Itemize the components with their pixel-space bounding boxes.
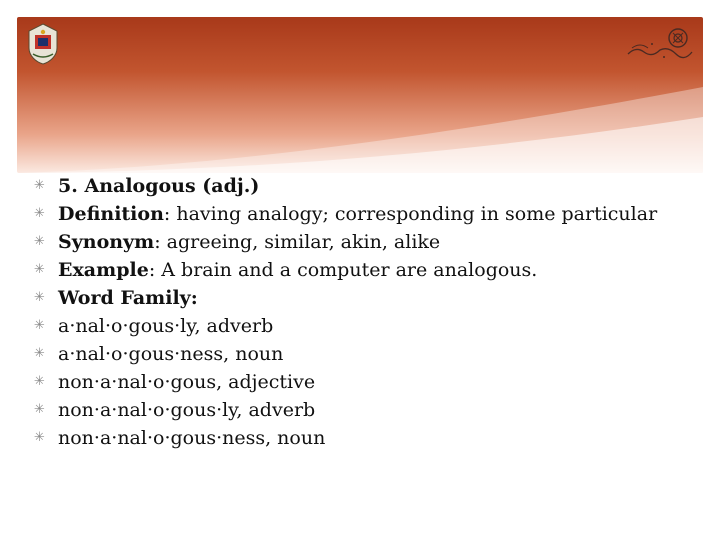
item-text: non·a·nal·o·gous, adjective xyxy=(58,371,316,393)
asterisk-icon: ✳ xyxy=(34,206,45,221)
asterisk-icon: ✳ xyxy=(34,374,45,389)
bullet-item xyxy=(34,340,688,368)
item-text: a·nal·o·gous·ly, adverb xyxy=(58,315,274,337)
calligraphy-logo-icon xyxy=(626,24,696,64)
item-text: non·a·nal·o·gous·ness, noun xyxy=(58,427,326,449)
item-text: : agreeing, similar, akin, alike xyxy=(154,231,441,253)
bullet-item xyxy=(34,396,688,424)
item-text: non·a·nal·o·gous·ly, adverb xyxy=(58,399,316,421)
bullet-item xyxy=(34,172,688,200)
bullet-item xyxy=(34,424,688,452)
item-text: : A brain and a computer are analogous. xyxy=(148,259,538,281)
bullet-item xyxy=(34,312,688,340)
header-banner xyxy=(17,17,703,173)
item-heading: Word Family: xyxy=(58,287,198,309)
slide-content-list xyxy=(34,172,688,452)
bullet-item xyxy=(34,284,688,312)
bullet-item xyxy=(34,256,688,284)
asterisk-icon: ✳ xyxy=(34,290,45,305)
asterisk-icon: ✳ xyxy=(34,430,45,445)
bullet-item xyxy=(34,368,688,396)
asterisk-icon: ✳ xyxy=(34,402,45,417)
bullet-item xyxy=(34,228,688,256)
asterisk-icon: ✳ xyxy=(34,234,45,249)
item-heading: 5. Analogous (adj.) xyxy=(58,175,260,197)
asterisk-icon: ✳ xyxy=(34,178,45,193)
item-text: : having analogy; corresponding in some particular xyxy=(163,203,658,225)
item-text: a·nal·o·gous·ness, noun xyxy=(58,343,284,365)
item-heading: Synonym xyxy=(58,231,155,253)
university-emblem-icon xyxy=(24,22,62,66)
asterisk-icon: ✳ xyxy=(34,318,45,333)
item-heading: Example xyxy=(58,259,149,281)
asterisk-icon: ✳ xyxy=(34,346,45,361)
item-heading: Definition xyxy=(58,203,164,225)
bullet-item xyxy=(34,200,688,228)
banner-curve-decoration xyxy=(17,17,703,173)
asterisk-icon: ✳ xyxy=(34,262,45,277)
